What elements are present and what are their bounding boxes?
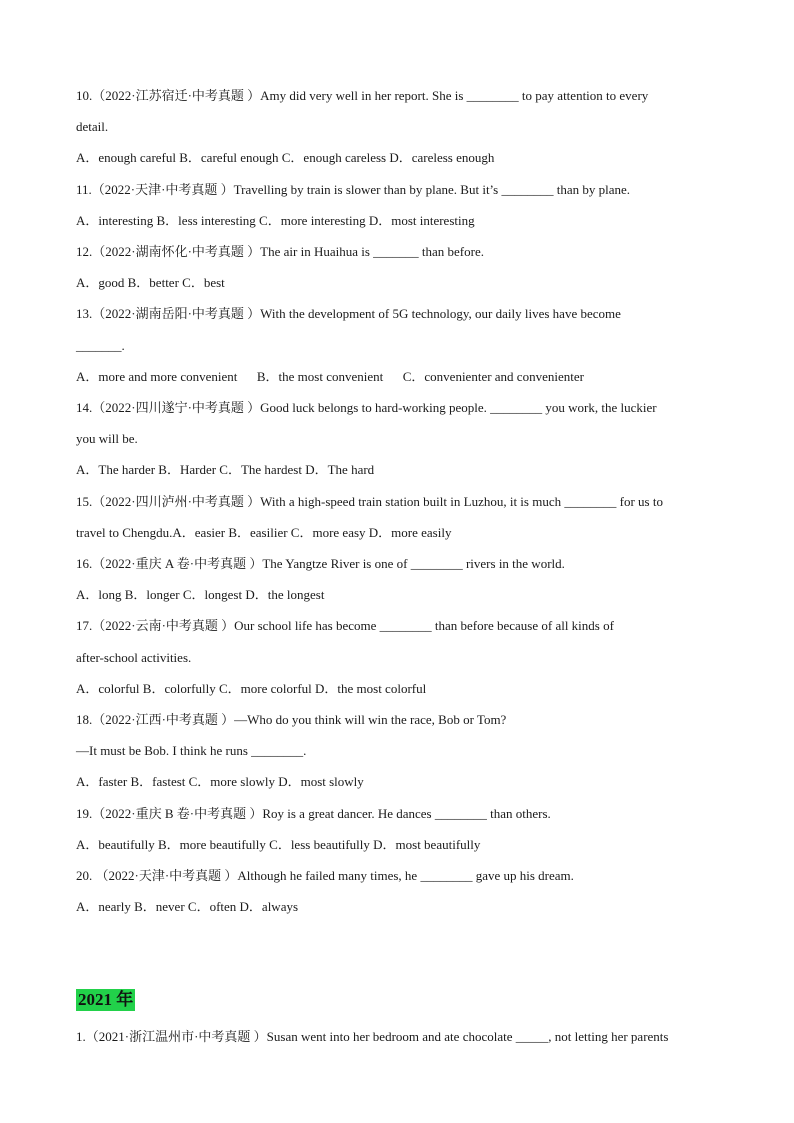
question-13-line-1: 13.（2022·湖南岳阳·中考真题 ）With the development of 5G technology, our daily lives have become	[76, 306, 621, 322]
question-20-options: A．nearly B．never C．often D．always	[76, 899, 299, 915]
question-10-line-2: detail.	[76, 119, 109, 135]
question-11-line-1: 11.（2022·天津·中考真题 ）Travelling by train is slower than by plane. But it’s ________ than by plane.	[76, 181, 631, 197]
question-14-line-1: 14.（2022·四川遂宁·中考真题 ）Good luck belongs to hard-working people. ________ you work, the luckier	[76, 400, 657, 416]
question-13-options: A．more and more convenient B．the most convenient C．convenienter and convenienter	[76, 368, 584, 384]
question-17-line-1: 17.（2022·云南·中考真题 ）Our school life has become ________ than before because of all kinds of	[76, 618, 614, 634]
section-2021	[76, 984, 726, 1052]
question-16-options: A．long B．longer C．longest D．the longest	[76, 587, 325, 603]
year-badge: 2021 年	[78, 989, 134, 1009]
question-10-line-1: 10.（2022·江苏宿迁·中考真题 ）Amy did very well in her report. She is ________ to pay attention to every	[76, 88, 649, 103]
question-18-line-2: —It must be Bob. I think he runs ________.	[76, 743, 307, 759]
year-heading	[76, 984, 726, 1015]
question-16-line-1: 16.（2022·重庆 A 卷·中考真题 ）The Yangtze River is one of ________ rivers in the world.	[76, 556, 565, 572]
question-11-options: A．interesting B．less interesting C．more interesting D．most interesting	[76, 212, 475, 228]
question-14-line-2: you will be.	[76, 431, 138, 447]
question-18-line-1: 18.（2022·江西·中考真题 ）—Who do you think will win the race, Bob or Tom?	[76, 712, 507, 728]
question-15-line-2: travel to Chengdu.A．easier B．easilier C．more easy D．more easily	[76, 524, 452, 540]
question-20-line-1: 20. （2022·天津·中考真题 ）Although he failed many times, he ________ gave up his dream.	[76, 868, 574, 884]
question-12-options: A．good B．better C．best	[76, 275, 225, 291]
document-page	[76, 80, 726, 1053]
question-17-line-2: after-school activities.	[76, 649, 192, 665]
question-13-line-2: _______.	[76, 337, 125, 353]
question-2021-1-line-1: 1.（2021·浙江温州市·中考真题 ）Susan went into her bedroom and ate chocolate _____, not letting her parents	[76, 1029, 669, 1045]
question-10-options: A．enough careful B．careful enough C．enough careless D．careless enough	[76, 150, 495, 166]
question-17-options: A．colorful B．colorfully C．more colorful D．the most colorful	[76, 680, 427, 696]
question-18-options: A．faster B．fastest C．more slowly D．most slowly	[76, 774, 364, 790]
question-12-line-1: 12.（2022·湖南怀化·中考真题 ）The air in Huaihua is _______ than before.	[76, 244, 484, 260]
question-15-line-1: 15.（2022·四川泸州·中考真题 ）With a high-speed train station built in Luzhou, it is much ________ for us to	[76, 493, 663, 509]
question-19-line-1: 19.（2022·重庆 B 卷·中考真题 ）Roy is a great dancer. He dances ________ than others.	[76, 805, 551, 821]
question-19-options: A．beautifully B．more beautifully C．less beautifully D．most beautifully	[76, 836, 481, 852]
question-14-options: A．The harder B．Harder C．The hardest D．The hard	[76, 462, 375, 478]
